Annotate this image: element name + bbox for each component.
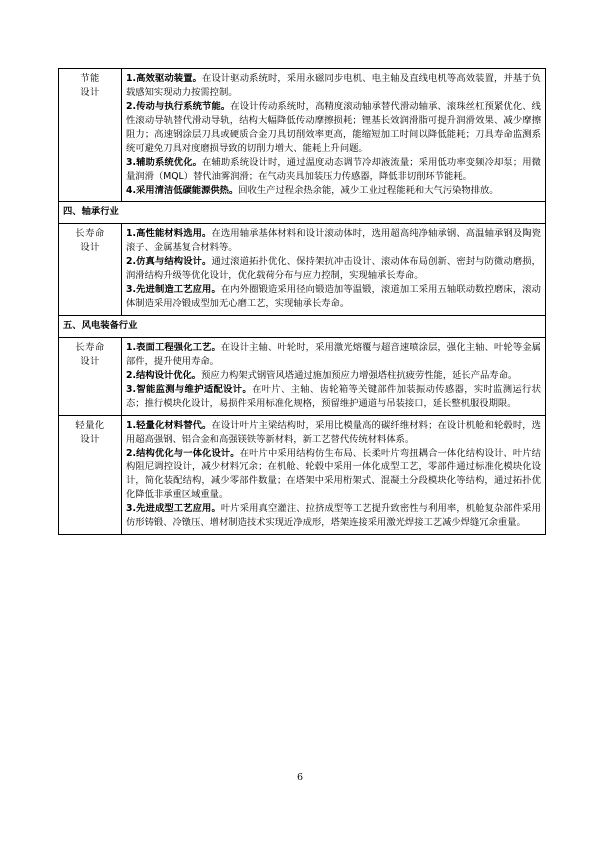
- paragraph-text: 回收生产过程余热余能，减少工业过程能耗和大气污染物排放。: [238, 184, 499, 196]
- paragraph-heading: 1.表面工程强化工艺。: [126, 341, 221, 353]
- paragraph: [126, 383, 541, 411]
- row-content-energy-saving-design: [122, 69, 546, 202]
- paragraph: [126, 156, 541, 184]
- paragraph-text: 在设计主轴、叶轮时，采用激光熔覆与超音速喷涂层，强化主轴、叶轮等金属部件，提升使用寿命。: [126, 341, 541, 367]
- paragraph: [126, 255, 541, 283]
- paragraph-text: 通过滚道拓扑优化、保持架抗冲击设计、滚动体布局创新、密封与防微动磨损，润滑结构升级等优化设计，优化载荷分布与应力控制，实现轴承长寿命。: [126, 256, 541, 282]
- paragraph: [126, 100, 541, 156]
- paragraph-heading: 3.先进制造工艺应用。: [126, 284, 221, 296]
- paragraph-heading: 1.高性能材料选用。: [126, 228, 212, 240]
- label-line: 节能: [80, 73, 100, 84]
- requirements-table: [58, 68, 546, 535]
- paragraph-heading: 2.传动与执行系统节能。: [126, 100, 231, 112]
- row-label-long-life-design-bearing: [59, 224, 122, 316]
- row-content-long-life-design-bearing: [122, 224, 546, 316]
- paragraph-heading: 2.结构优化与一体化设计。: [126, 447, 240, 459]
- section-heading-bearing-industry: 四、轴承行业: [59, 202, 546, 224]
- label-line: 设计: [80, 242, 100, 254]
- label-line: 设计: [80, 86, 100, 98]
- table-row: [59, 202, 546, 224]
- row-label-long-life-design-wind: [59, 337, 122, 415]
- row-label-lightweight-design: [59, 415, 122, 535]
- paragraph-text: 在设计驱动系统时，采用永磁同步电机、电主轴及直线电机等高效装置，并基于负载感知实现动力按需控制。: [126, 73, 541, 98]
- paragraph-text: 在内外圈锻造采用径向锻造加等温锻，滚道加工采用五轴联动数控磨床，滚动体制造采用冷锻成型加无心磨工艺，实现轴承长寿命。: [126, 284, 541, 310]
- table-body: [59, 69, 546, 535]
- table-row: [59, 337, 546, 415]
- paragraph: [126, 419, 541, 447]
- paragraph-text: 在设计叶片主梁结构时，采用比模量高的碳纤维材料；在设计机舱和轮毂时，选用超高强钢、铝合金和高强镁铁等新材料，新工艺替代传统材料体系。: [126, 419, 541, 445]
- paragraph-heading: 1.高效驱动装置。: [126, 73, 203, 84]
- paragraph-text: 在叶片中采用结构仿生布局、长柔叶片弯扭耦合一体化结构设计、叶片结构阻尼调控设计，减少材料冗余；在机舱、轮毂中采用一体化成型工艺，零部件通过标准化模块化设计，简化装配结构，减少零部件数量；在塔架中采用桁架式、混凝土分段模块化等结构，通过拓扑优化降低非承重区域重量。: [126, 447, 541, 501]
- paragraph: [126, 369, 541, 383]
- label-line: 长寿命: [75, 228, 105, 240]
- page-number: 6: [296, 772, 304, 783]
- paragraph: [126, 447, 541, 503]
- section-heading-wind-power-industry: 五、风电装备行业: [59, 316, 546, 338]
- paragraph: [126, 72, 541, 100]
- paragraph-text: 在叶片、主轴、齿轮箱等关键部件加装振动传感器，实时监测运行状态；推行模块化设计，易损件采用标准化规格，预留维护通道与吊装接口，延长整机服役期限。: [126, 383, 541, 409]
- paragraph-text: 叶片采用真空灌注、拉挤成型等工艺提升致密性与利用率，机舱复杂部件采用仿形铸锻、冷镦压、增材制造技术实现近净成形，塔架连接采用激光焊接工艺减少焊缝冗余重量。: [126, 503, 541, 529]
- table-row: [59, 415, 546, 535]
- row-label-energy-saving-design: [59, 69, 122, 202]
- page-content: [58, 68, 546, 535]
- paragraph: [126, 227, 541, 255]
- label-line: 设计: [80, 433, 100, 445]
- paragraph-heading: 4.采用清洁低碳能源供热。: [126, 184, 239, 196]
- paragraph-text: 预应力构架式钢管风塔通过施加预应力增强塔柱抗疲劳性能，延长产品寿命。: [201, 369, 518, 381]
- table-row: [59, 316, 546, 338]
- paragraph-heading: 3.先进成型工艺应用。: [126, 503, 221, 515]
- row-content-long-life-design-wind: [122, 337, 546, 415]
- label-line: 轻量化: [75, 419, 105, 431]
- paragraph-heading: 1.轻量化材料替代。: [126, 419, 212, 431]
- paragraph-text: 在选用轴承基体材料和设计滚动体时，选用超高纯净轴承钢、高温轴承钢及陶瓷滚子、金属基复合材料等。: [126, 228, 541, 254]
- paragraph-heading: 2.仿真与结构设计。: [126, 256, 212, 268]
- table-row: [59, 224, 546, 316]
- label-line: 长寿命: [75, 341, 105, 353]
- paragraph-text: 在设计传动系统时，高精度滚动轴承替代滑动轴承、滚珠丝杠预紧优化、线性滚动导轨替代滑动导轨，结构大幅降低传动摩擦损耗；锂基长效润滑脂可提升润滑效果、减少摩擦阻力；高速钢涂层刀具或硬质合金刀具切削效率更高，能缩短加工时间以降低能耗；刀具寿命监测系统可避免刀具对度磨损导致的切削力增大、能耗上升问题。: [126, 100, 541, 154]
- table-row: [59, 69, 546, 202]
- paragraph-heading: 3.辅助系统优化。: [126, 156, 203, 168]
- paragraph: [126, 184, 541, 198]
- paragraph: [126, 502, 541, 530]
- paragraph-text: 在辅助系统设计时，通过温度动态调节冷却液流量；采用低功率变频冷却泵；用微量润滑（MQL）替代油雾润滑；在气动夹具加装压力传感器，降低非切削环节能耗。: [126, 156, 541, 182]
- paragraph-heading: 3.智能监测与维护适配设计。: [126, 383, 253, 395]
- paragraph: [126, 341, 541, 369]
- paragraph-heading: 2.结构设计优化。: [126, 369, 202, 381]
- row-content-lightweight-design: [122, 415, 546, 535]
- label-line: 设计: [80, 355, 100, 367]
- paragraph: [126, 283, 541, 311]
